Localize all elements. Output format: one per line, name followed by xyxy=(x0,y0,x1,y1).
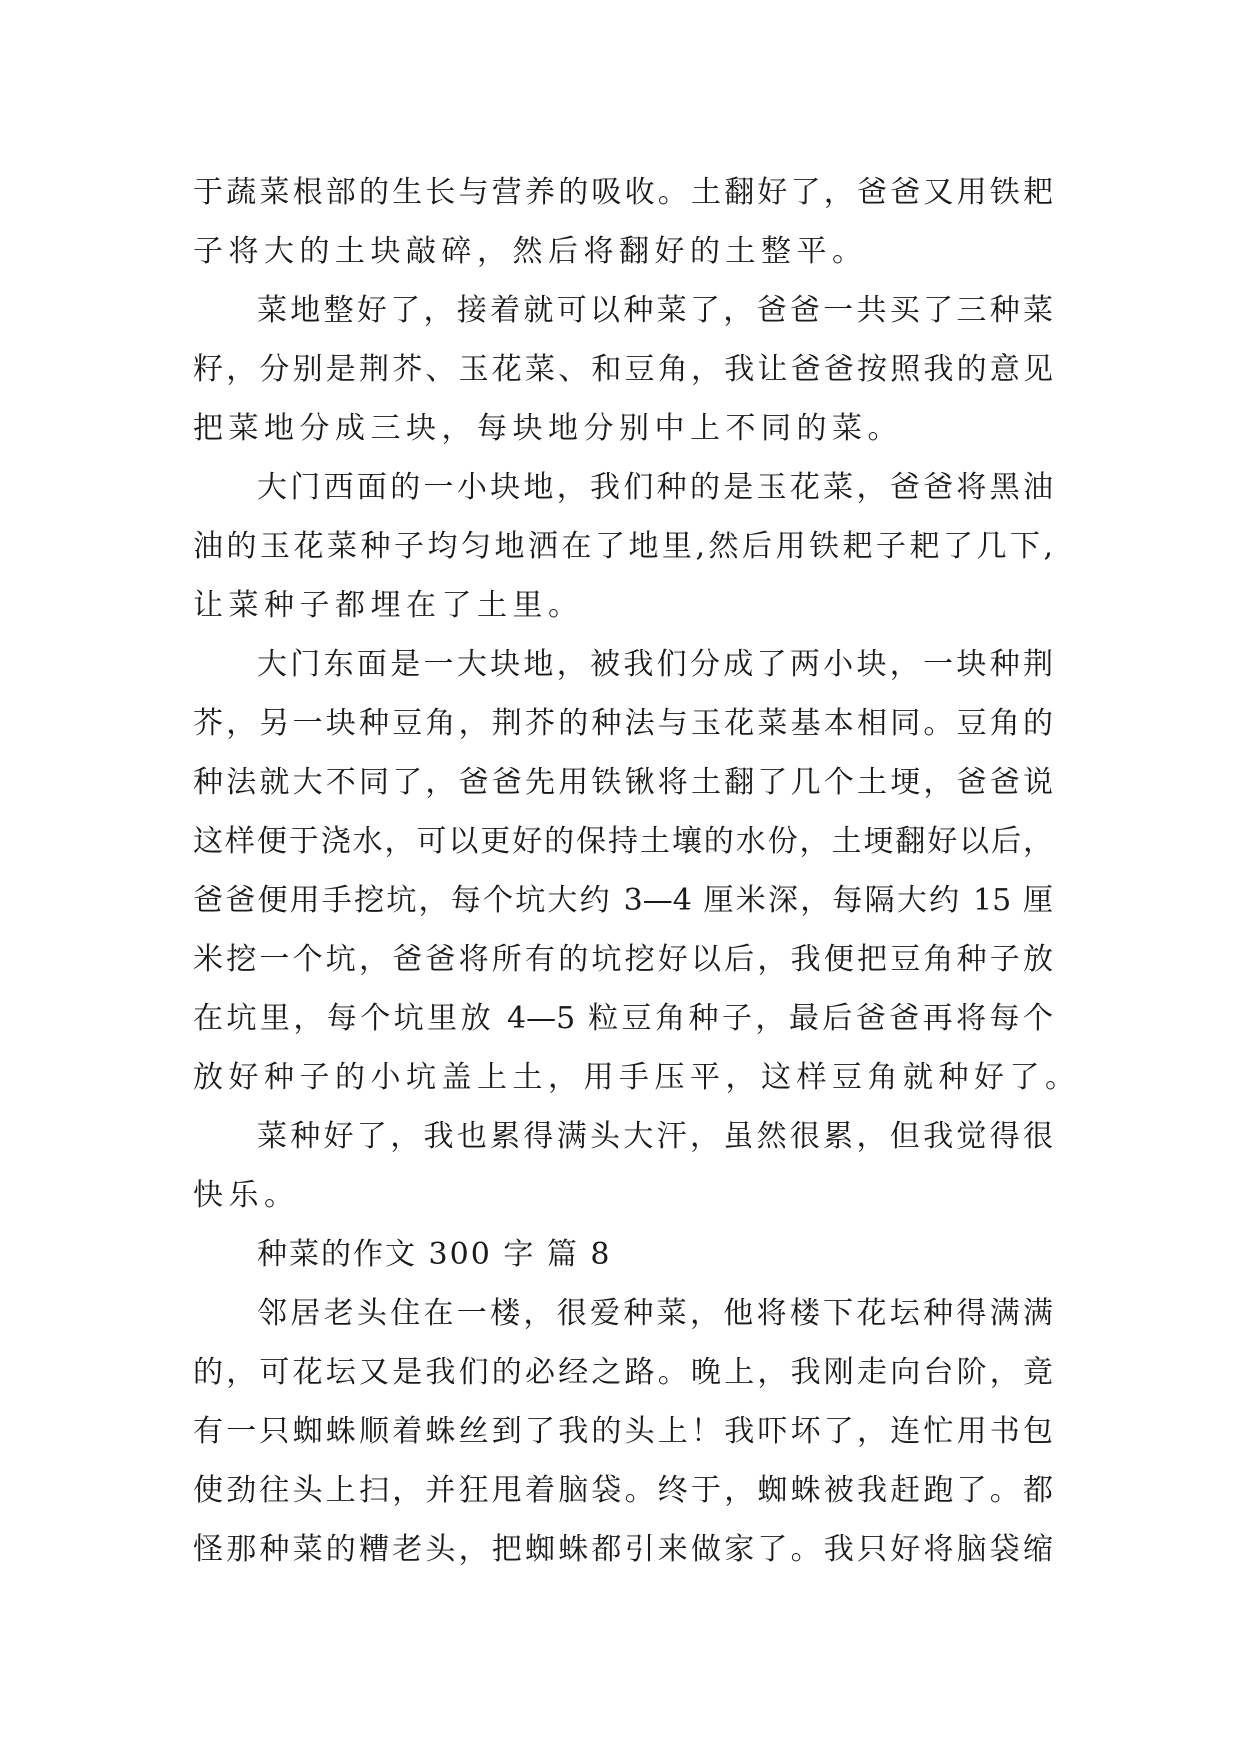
text-line: 在坑里，每个坑里放 4—5 粒豆角种子，最后爸爸再将每个 xyxy=(193,1001,1053,1036)
paragraph-first-line: 菜种好了，我也累得满头大汗，虽然很累，但我觉得很 xyxy=(257,1119,1053,1154)
section-heading: 种菜的作文 300 字 篇 8 xyxy=(257,1237,612,1272)
text-line: 油的玉花菜种子均匀地洒在了地里,然后用铁耙子耙了几下, xyxy=(193,529,1053,564)
document-page xyxy=(193,163,1081,1579)
text-line: 于蔬菜根部的生长与营养的吸收。土翻好了，爸爸又用铁耙 xyxy=(193,175,1053,210)
text-line: 爸爸便用手挖坑，每个坑大约 3—4 厘米深，每隔大约 15 厘 xyxy=(193,883,1053,918)
text-line: 籽，分别是荆芥、玉花菜、和豆角，我让爸爸按照我的意见 xyxy=(193,352,1053,387)
text-line: 米挖一个坑，爸爸将所有的坑挖好以后，我便把豆角种子放 xyxy=(193,942,1053,977)
text-line: 快乐。 xyxy=(193,1178,300,1213)
text-line: 有一只蜘蛛顺着蛛丝到了我的头上！我吓坏了，连忙用书包 xyxy=(193,1414,1053,1449)
paragraph-first-line: 菜地整好了，接着就可以种菜了，爸爸一共买了三种菜 xyxy=(257,293,1053,328)
text-line: 的，可花坛又是我们的必经之路。晚上，我刚走向台阶，竟 xyxy=(193,1355,1053,1390)
text-line: 让菜种子都埋在了土里。 xyxy=(193,588,584,623)
text-line: 种法就大不同了，爸爸先用铁锹将土翻了几个土埂，爸爸说 xyxy=(193,765,1053,800)
paragraph-first-line: 大门西面的一小块地，我们种的是玉花菜，爸爸将黑油 xyxy=(257,470,1053,505)
text-line: 放好种子的小坑盖上土，用手压平，这样豆角就种好了。 xyxy=(193,1060,1081,1095)
text-line: 这样便于浇水，可以更好的保持土壤的水份，土埂翻好以后， xyxy=(193,824,1053,859)
paragraph-first-line: 邻居老头住在一楼，很爱种菜，他将楼下花坛种得满满 xyxy=(257,1296,1053,1331)
paragraph-first-line: 大门东面是一大块地，被我们分成了两小块，一块种荆 xyxy=(257,647,1053,682)
text-line: 子将大的土块敲碎，然后将翻好的土整平。 xyxy=(193,234,868,269)
text-line: 把菜地分成三块，每块地分别中上不同的菜。 xyxy=(193,411,903,446)
text-line: 芥，另一块种豆角，荆芥的种法与玉花菜基本相同。豆角的 xyxy=(193,706,1053,741)
text-line: 怪那种菜的糟老头，把蜘蛛都引来做家了。我只好将脑袋缩 xyxy=(193,1532,1053,1567)
text-line: 使劲往头上扫，并狂甩着脑袋。终于，蜘蛛被我赶跑了。都 xyxy=(193,1473,1053,1508)
